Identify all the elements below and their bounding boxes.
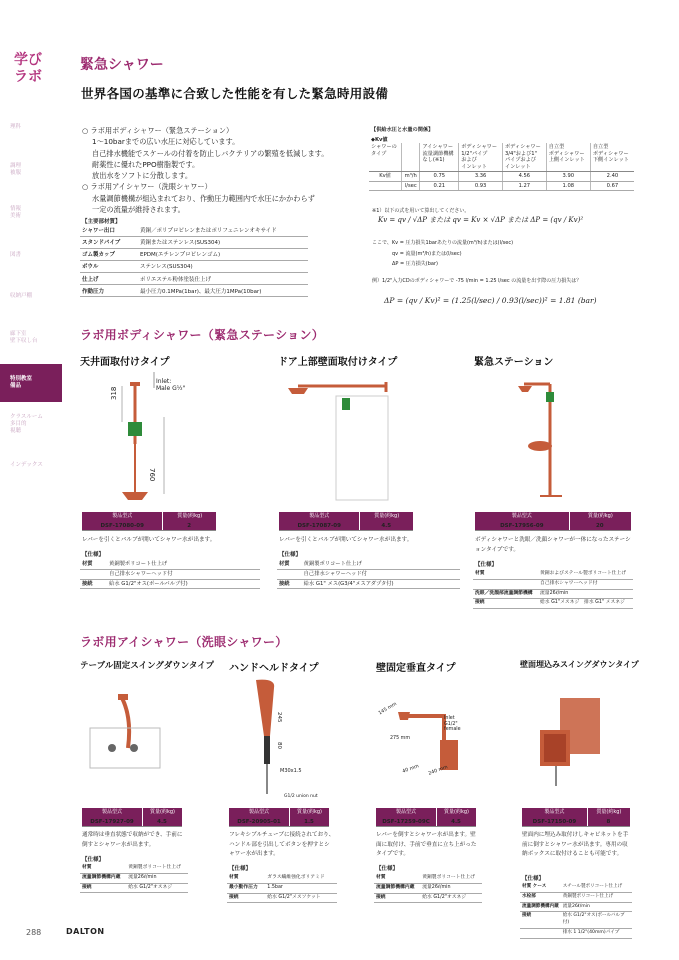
intro-line: 自己排水機能でスケールの付着を防止しバクテリアの繁殖を低減します。	[92, 148, 329, 158]
flow-title: 【供給水圧と水量の関係】	[371, 127, 434, 133]
table-cell: 0.75	[420, 172, 459, 182]
sidebar-item-special[interactable]: 特別教室 備品	[0, 364, 62, 402]
spec-key: 流量調節機構内蔵	[80, 873, 126, 883]
table-cell: 0.21	[420, 181, 459, 191]
spec-key: 流量調節機構内蔵	[374, 883, 420, 893]
table-row	[80, 579, 260, 589]
table-cell: Kv値	[369, 172, 402, 182]
spec-value: 給水 G1/2"オス(ボールバルブ付)	[107, 579, 260, 589]
sidebar	[0, 0, 62, 960]
spec-value: 給水 G1/2"オス(ボールバルブ付)	[561, 912, 632, 929]
spec-label: 【仕様】	[475, 562, 498, 568]
product-model: DSF-20905-01	[237, 819, 281, 825]
intro-line: 水量調節機構が組込まれており、作動圧力範囲内で水圧にかかわらず	[92, 193, 315, 203]
spec-value: ガラス繊維強化ポリアミド	[265, 874, 337, 883]
table-cell: スタンドパイプ	[80, 236, 138, 248]
spec-key	[80, 569, 107, 579]
eye-shower-section-title: ラボ用アイシャワー（洗眼シャワー）	[80, 635, 288, 649]
spec-key	[520, 928, 561, 938]
table-cell: ボウル	[80, 260, 138, 272]
spec-key	[473, 579, 538, 589]
sidebar-item-classroom[interactable]: クラスルーム 多目的 視聴	[10, 414, 43, 434]
kv-label: ◆Kv値	[371, 137, 388, 143]
table-row	[520, 892, 632, 902]
kv-table	[369, 143, 634, 191]
product-weight: 1.5	[304, 819, 314, 825]
table-row	[520, 883, 632, 892]
spec-value: 黄銅製ポリコート仕上げ	[302, 560, 460, 569]
table-row	[473, 589, 633, 599]
table-cell: 0.67	[590, 181, 634, 191]
product-title: 緊急ステーション	[474, 357, 554, 368]
spec-value: 流量26ℓ/min	[126, 873, 188, 883]
table-cell: 2.40	[590, 172, 634, 182]
table-header: ボディシャワー 1/2"パイプ および インレット	[459, 143, 503, 172]
product-title: 壁固定垂直タイプ	[376, 663, 456, 674]
spec-value: 黄銅製ポリコート仕上げ	[107, 560, 260, 569]
product-title: ドア上部壁面取付けタイプ	[278, 357, 398, 368]
spec-value: 流量26ℓ/min	[561, 902, 632, 912]
table-header: 自立型 ボディシャワー 下側インレット	[590, 143, 634, 172]
spec-table	[80, 560, 260, 589]
product-model: DSF-17150-09	[532, 819, 577, 825]
spec-value: 給水 G1" メス(G3/4"メスアダプタ付)	[302, 579, 460, 589]
sidebar-item-index[interactable]: インデックス	[10, 462, 43, 468]
table-cell: 3.90	[546, 172, 590, 182]
inlet-label: Inlet G1/2" female	[444, 716, 461, 732]
product-image	[278, 372, 408, 502]
table-cell: 作動圧力	[80, 285, 138, 297]
spec-key: 洗眼／洗顔部流量調節機構	[473, 589, 538, 599]
model-header: 製品型式	[229, 808, 289, 826]
spec-table	[473, 570, 633, 609]
table-row	[277, 579, 460, 589]
materials-title: 【主要部材質】	[82, 219, 121, 225]
product-desc: ボディシャワーと洗眼／洗顔シャワーが一体になったステーションタイプです。	[475, 537, 631, 553]
inlet-label: Inlet: Male G½"	[156, 378, 186, 392]
product-model: DSF-17080-09	[100, 523, 144, 529]
product-desc: 通常時は垂直状態で収納ができ、手前に倒すとシャワー水が出ます。	[82, 832, 183, 848]
formula-example: 例）1/2"入力CDのボディシャワーで -75 l/min = 1.25 l/sec の流量を出す際の圧力損失は？	[372, 278, 582, 284]
table-header-row	[369, 143, 634, 172]
dim-275: 275 mm	[390, 736, 411, 741]
formula-where-3: ΔP = 圧力損失(bar)	[392, 261, 438, 267]
product-row	[376, 817, 476, 827]
spec-key: 接続	[227, 893, 265, 903]
spec-key: 材質	[80, 560, 107, 569]
weight-header: 質量(約kg)	[162, 512, 216, 530]
table-cell: ポリエステル粉体塗装仕上げ	[138, 273, 308, 285]
table-row	[277, 569, 460, 579]
formula-where-1: ここで、Kv = 圧力損失1barあたりの流量(m³/h)または(l/sec)	[372, 240, 514, 246]
table-row	[473, 570, 633, 579]
sidebar-item-info-art[interactable]: 情報 美術	[10, 206, 22, 219]
sidebar-item-science[interactable]: 理科	[10, 124, 22, 130]
table-cell: EPDM(エチレンプロピレンゴム)	[138, 248, 308, 260]
product-row	[82, 521, 216, 531]
table-row	[80, 285, 308, 297]
intro-line: 1〜10barまでの広い水圧に対応しています。	[92, 137, 240, 147]
spec-label: 【仕様】	[279, 552, 302, 558]
dim-760: 760	[148, 468, 156, 482]
model-header: 製品型式	[82, 808, 142, 826]
product-image	[500, 372, 590, 502]
table-row	[80, 248, 308, 260]
product-weight: 8	[606, 819, 611, 825]
spec-key	[277, 569, 302, 579]
spec-key: 接続	[374, 893, 420, 903]
table-cell: 3.36	[459, 172, 503, 182]
spec-key: 最小動作圧力	[227, 883, 265, 893]
sidebar-item-library[interactable]: 図書	[10, 252, 22, 258]
spec-table	[80, 864, 188, 893]
product-row	[229, 817, 329, 827]
product-desc: レバーを引くとバルブが開いてシャワー水が出ます。	[82, 537, 216, 543]
spec-table	[227, 874, 337, 903]
table-header: シャワーの タイプ	[369, 143, 402, 172]
handheld-drawing	[236, 676, 326, 802]
intro-line: 放出水をソフトに分散します。	[92, 171, 193, 181]
sidebar-brand	[14, 52, 54, 86]
model-header: 製品型式	[376, 808, 436, 826]
table-row	[473, 579, 633, 589]
table-cell: 黄銅またはステンレス(SUS304)	[138, 236, 308, 248]
product-row	[475, 521, 631, 531]
wall-vertical-drawing	[374, 682, 474, 792]
spec-value: 1.5bar	[265, 883, 337, 893]
product-image	[374, 682, 474, 792]
table-row	[227, 893, 337, 903]
table-cell: 0.93	[459, 181, 503, 191]
dim-240: 240 mm	[428, 765, 449, 777]
product-desc: フレキシブルチューブに接続されており、ハンドル部を引出してボタンを押すとシャワー水が出ます。	[229, 832, 335, 857]
table-cell: l/sec	[402, 181, 420, 191]
product-image	[82, 372, 250, 504]
model-header: 製品型式	[522, 808, 587, 826]
product-weight: 4.5	[381, 523, 392, 529]
table-cell: ゴム製カップ	[80, 248, 138, 260]
product-row	[522, 817, 630, 827]
door-shower-drawing	[278, 372, 408, 502]
table-swing-drawing	[82, 678, 172, 798]
table-cell: 1.27	[502, 181, 546, 191]
dim-union-nut: G1/2 union nut	[284, 794, 318, 799]
table-cell: 1.08	[546, 181, 590, 191]
table-cell: m³/h	[402, 172, 420, 182]
product-desc: 壁面内に埋込み取付けしキャビネットを手前に倒すとシャワー水が出ます。専用の収納ボックスに取付けることも可能です。	[522, 832, 629, 857]
spec-value: 黄銅製ポリコート仕上げ	[126, 864, 188, 873]
table-row	[374, 874, 482, 883]
product-image	[82, 678, 172, 798]
table-cell: ステンレス(SUS304)	[138, 260, 308, 272]
spec-key: 材質	[374, 874, 420, 883]
spec-label: 【仕様】	[522, 876, 545, 882]
materials-table	[80, 224, 308, 297]
spec-value: 排水 1 1/2"(40mm)パイプ	[561, 928, 632, 938]
table-row	[520, 912, 632, 929]
product-weight: 4.5	[451, 819, 461, 825]
dim-145: 145 mm	[378, 701, 398, 717]
page-title: 緊急シャワー	[80, 57, 164, 73]
table-row	[227, 883, 337, 893]
product-weight: 2	[187, 523, 192, 529]
spec-value: スチール製ポリコート仕上げ	[561, 883, 632, 892]
spec-value: 流量26ℓ/min	[538, 589, 633, 599]
spec-value: 自己排水シャワーヘッド付	[302, 569, 460, 579]
brand-logo: DALTON	[66, 927, 105, 936]
weight-header: 質量(約kg)	[289, 808, 329, 826]
product-desc: レバーを倒すとシャワー水が出ます。壁面に取付け、手前で垂直に立ち上がったタイプです。	[376, 832, 477, 857]
product-model: DSF-17259-09C	[382, 819, 430, 825]
model-header: 製品型式	[475, 512, 569, 530]
brand-line-2: ラボ	[14, 69, 42, 85]
formula-result: ΔP = (qv / Kv)² = (1.25(l/sec) / 0.93(l/sec))² = 1.81 (bar)	[384, 296, 597, 305]
product-title: ハンドヘルドタイプ	[229, 663, 319, 674]
sidebar-item-cooking[interactable]: 調理 被服	[10, 163, 22, 176]
dim-318: 318	[110, 386, 118, 400]
page-number: 288	[26, 928, 42, 937]
spec-table	[277, 560, 460, 589]
table-row	[520, 902, 632, 912]
body-shower-section-title: ラボ用ボディシャワー（緊急ステーション）	[80, 328, 325, 342]
spec-value: 給水 G1/2"メスソケット	[265, 893, 337, 903]
table-row	[80, 560, 260, 569]
weight-header: 質量(約kg)	[359, 512, 413, 530]
spec-key: 材質	[277, 560, 302, 569]
spec-table	[374, 874, 482, 903]
product-weight: 4.5	[157, 819, 167, 825]
table-row	[80, 224, 308, 236]
table-cell: 4.56	[502, 172, 546, 182]
product-weight: 20	[595, 523, 604, 529]
table-row	[473, 599, 633, 609]
table-row	[520, 928, 632, 938]
sidebar-item-storage[interactable]: 収納戸棚	[10, 293, 33, 299]
table-cell	[369, 181, 402, 191]
table-cell: 最小圧力0.1MPa(1bar)、最大圧力1MPa(10bar)	[138, 285, 308, 297]
station-drawing	[500, 372, 590, 502]
spec-value: 給水 G1"メスネジ 排水 G1" メスネジ	[538, 599, 633, 609]
product-title: 天井面取付けタイプ	[80, 357, 170, 368]
table-row	[80, 883, 188, 893]
spec-label: 【仕様】	[229, 866, 252, 872]
product-title: 壁面埋込みスイングダウンタイプ	[520, 660, 639, 669]
weight-header: 質量(約kg)	[436, 808, 476, 826]
spec-label: 【仕様】	[376, 866, 399, 872]
spec-value: 自己排水シャワーヘッド付	[107, 569, 260, 579]
table-row	[80, 260, 308, 272]
sidebar-item-hallway[interactable]: 廊下室 壁下収し台	[10, 331, 38, 344]
wall-recessed-drawing	[530, 690, 630, 792]
kv-note: ※1）以下の式を用いて算出してください。	[372, 208, 470, 214]
spec-key: 接続	[473, 599, 538, 609]
spec-key: 水栓部	[520, 892, 561, 902]
product-title: テーブル固定スイングダウンタイプ	[80, 661, 214, 671]
table-cell: 黄銅／ポリプロピレンまたはポリフェニレンオキサイド	[138, 224, 308, 236]
intro-line: 一定の流量が維持されます。	[92, 205, 185, 215]
intro-text	[82, 125, 367, 215]
product-desc: レバーを引くとバルブが開いてシャワー水が出ます。	[279, 537, 413, 543]
spec-value: 黄銅製ポリコート仕上げ	[420, 874, 482, 883]
intro-line: ○ ラボ用ボディシャワー（緊急ステーション）	[82, 126, 234, 135]
product-model: DSF-17956-09	[500, 523, 544, 529]
product-row	[82, 817, 182, 827]
table-header: ボディシャワー 3/4"および1" パイプおよび インレット	[502, 143, 546, 172]
table-header	[402, 143, 420, 172]
spec-key: 材質	[80, 864, 126, 873]
spec-label: 【仕様】	[82, 857, 105, 863]
intro-line: 耐薬性に優れたPPO樹脂製です。	[92, 159, 200, 169]
spec-key: 材質 ケース	[520, 883, 561, 892]
table-cell: シャワー出口	[80, 224, 138, 236]
table-row	[80, 873, 188, 883]
dim-40: 40 mm	[402, 764, 420, 775]
weight-header: 質量(約kg)	[142, 808, 182, 826]
intro-line: ○ ラボ用アイシャワー（洗眼シャワー）	[82, 182, 212, 192]
product-model: DSF-17927-09	[90, 819, 134, 825]
spec-value: 黄銅製ポリコート仕上げ	[561, 892, 632, 902]
spec-label: 【仕様】	[82, 552, 105, 558]
weight-header: 質量(約kg)	[569, 512, 631, 530]
table-header: アイシャワー 流量調節機構 なし(※1)	[420, 143, 459, 172]
spec-value: 黄銅およびステール製ポリコート仕上げ	[538, 570, 633, 579]
table-cell: 仕上げ	[80, 273, 138, 285]
model-header: 製品型式	[82, 512, 162, 530]
spec-value: 流量26ℓ/min	[420, 883, 482, 893]
table-row	[374, 883, 482, 893]
model-header: 製品型式	[279, 512, 359, 530]
table-row	[369, 181, 634, 191]
table-row	[80, 273, 308, 285]
dim-80: 80	[276, 742, 282, 749]
dim-245: 245	[276, 712, 282, 723]
table-row	[80, 569, 260, 579]
product-row	[279, 521, 413, 531]
spec-value: 自己排水シャワーヘッド付	[538, 579, 633, 589]
spec-key: 接続	[80, 579, 107, 589]
spec-table	[520, 883, 632, 939]
formula-where-2: qv = 流量(m³/h)または(l/sec)	[392, 251, 462, 257]
spec-key: 接続	[80, 883, 126, 893]
product-image	[236, 676, 326, 802]
spec-key: 材質	[473, 570, 538, 579]
product-image	[530, 690, 630, 792]
product-model: DSF-17087-09	[297, 523, 341, 529]
table-row	[80, 864, 188, 873]
table-header: 自立型 ボディシャワー 上側インレット	[546, 143, 590, 172]
spec-key: 流量調節機構内蔵	[520, 902, 561, 912]
table-row	[227, 874, 337, 883]
table-row	[80, 236, 308, 248]
table-row	[369, 172, 634, 182]
weight-header: 質量(約kg)	[587, 808, 630, 826]
table-row	[277, 560, 460, 569]
page-headline: 世界各国の基準に合致した性能を有した緊急時用設備	[81, 86, 389, 101]
spec-value: 給水 G1/2"オスネジ	[420, 893, 482, 903]
spec-key: 材質	[227, 874, 265, 883]
dim-thread: M30x1.5	[280, 768, 302, 774]
spec-value: 給水 G1/2"オスネジ	[126, 883, 188, 893]
spec-key: 接続	[520, 912, 561, 929]
brand-line-1: 学び	[14, 52, 42, 68]
formula-kv: Kv = qv / √ΔP または qv = Kv × √ΔP または ΔP = (qv / Kv)²	[378, 216, 584, 224]
table-row	[374, 893, 482, 903]
spec-key: 接続	[277, 579, 302, 589]
